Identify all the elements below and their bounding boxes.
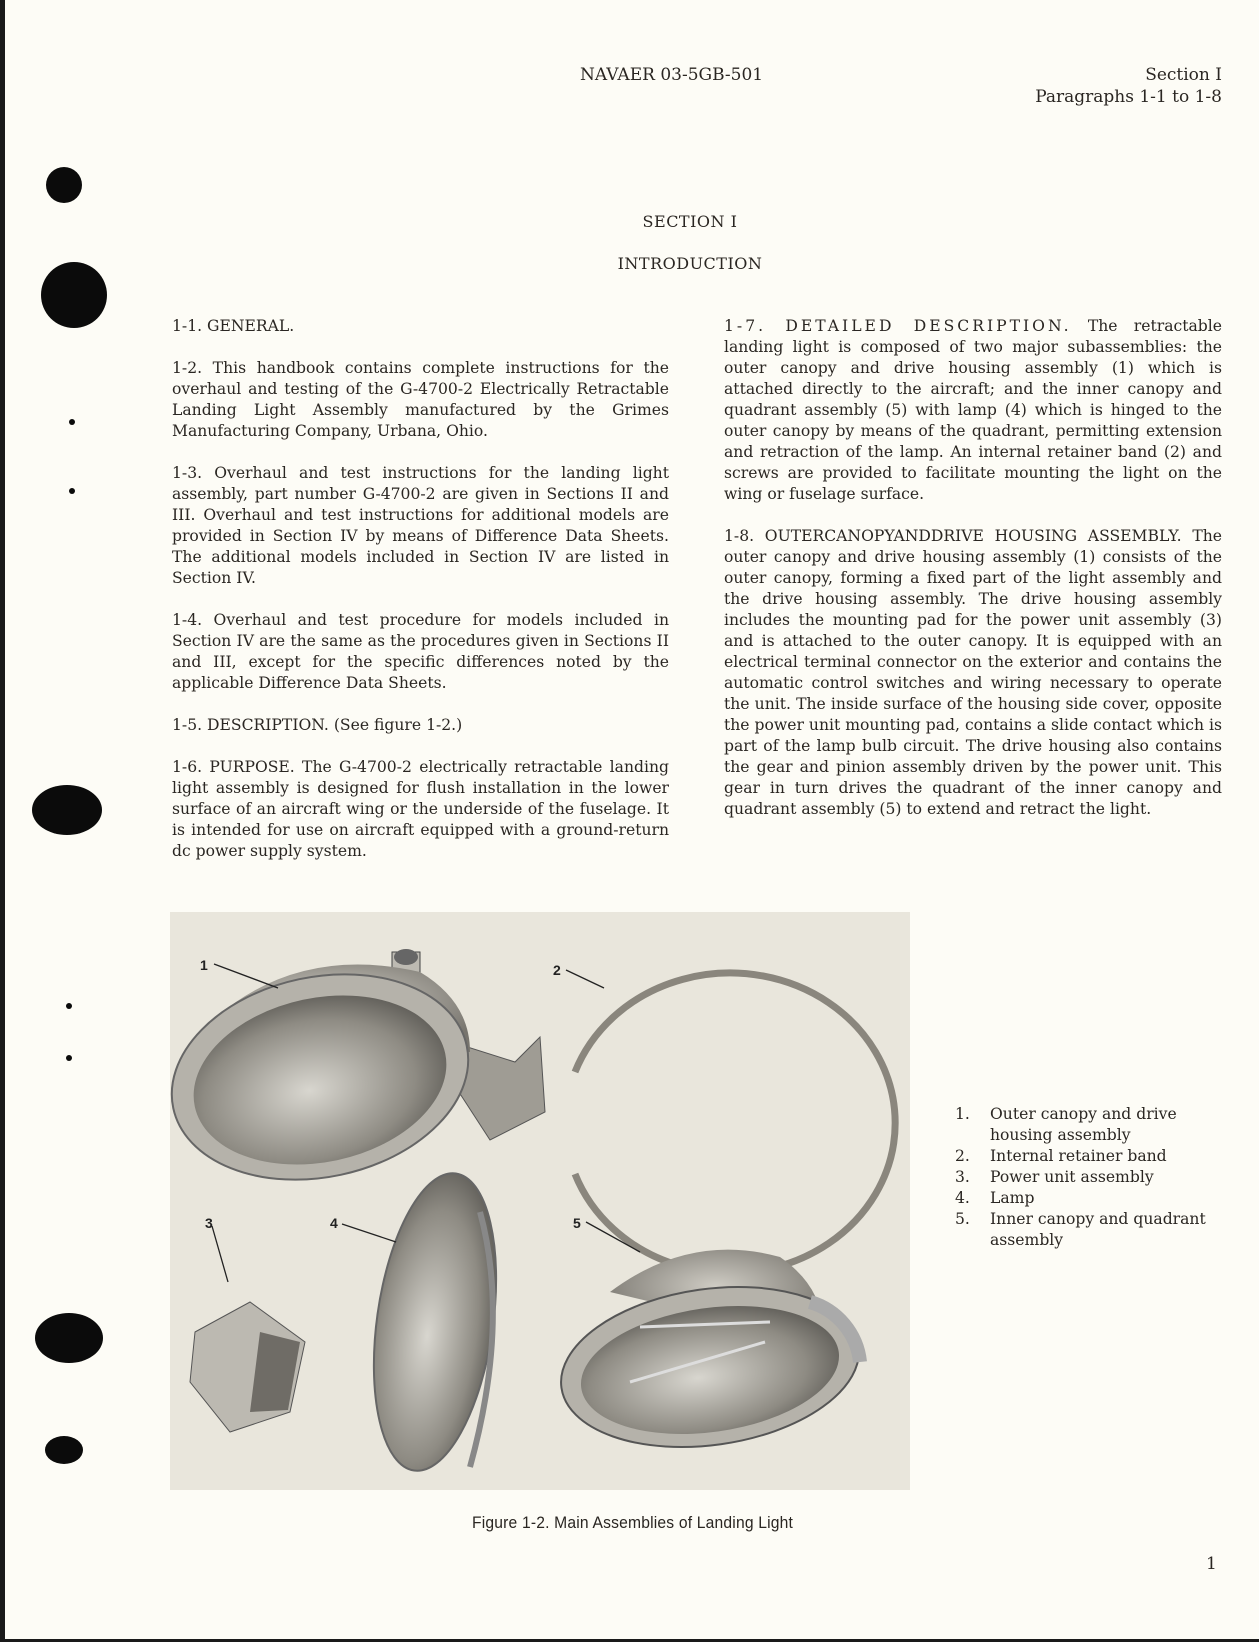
- legend-item: 5. Inner canopy and quadrant assembly: [955, 1210, 1206, 1249]
- paragraph-1-4: 1-4. Overhaul and test procedure for models included in Section IV are the same as the procedures given in Sections II and III, except for the specific differences noted by the applicable Difference Data Sheets.: [172, 611, 669, 692]
- paragraph-1-7-heading: 1-7. DETAILED DESCRIPTION.: [724, 317, 1072, 335]
- paragraph-range: Paragraphs 1-1 to 1-8: [1035, 87, 1222, 107]
- paragraph-1-7-body: The retractable landing light is composed of two major subassemblies: the outer canopy and drive housing assembly (1) which is attached directly to the aircraft; and the inner canopy and quadrant assembly (5) with lamp (4) which is hinged to the outer canopy by means of the quadrant, permitting extension and retraction of the lamp. An internal retainer band (2) and screws are provided to facilitate mounting the light on the wing or fuselage surface.: [724, 317, 1222, 503]
- doc-number: NAVAER 03-5GB-501: [580, 65, 764, 85]
- paragraph-1-8: [724, 526, 1222, 820]
- figure-photo: [170, 912, 910, 1490]
- paragraph-1-1: 1-1. GENERAL.: [172, 317, 295, 335]
- running-header-right: [1035, 64, 1222, 108]
- figure-legend: [955, 1104, 1220, 1251]
- scan-edge-left: [0, 0, 5, 1642]
- callout-1: 1: [200, 957, 208, 973]
- legend-item: 1. Outer canopy and drive housing assembly: [955, 1105, 1177, 1144]
- paragraph-1-8-body: The outer canopy and drive housing assembly (1) consists of the outer canopy, forming a fixed part of the light assembly and the drive housing assembly. The drive housing assembly includes the mounting pad for the power unit assembly (3) and is attached to the outer canopy. It is equipped with an electrical terminal connector on the exterior and contains the automatic control switches and wiring necessary to operate the unit. The inside surface of the housing side cover, opposite the power unit mounting pad, contains a slide contact which is part of the lamp bulb circuit. The drive housing also contains the gear and pinion assembly driven by the power unit. This gear in turn drives the quadrant of the inner canopy and quadrant assembly (5) to extend and retract the light.: [724, 527, 1222, 818]
- punch-hole: [32, 785, 102, 835]
- legend-item: 4. Lamp: [955, 1189, 1035, 1207]
- paragraph-1-2: 1-2. This handbook contains complete instructions for the overhaul and testing of the G-4700-2 Electrically Retractable Landing Light Assembly manufactured by the Grimes Manufacturing Company, Urbana, Ohio.: [172, 359, 669, 440]
- power-unit: [190, 1302, 305, 1432]
- punch-hole: [66, 1003, 72, 1009]
- outer-canopy-assembly: [170, 948, 545, 1206]
- section-label: Section I: [1145, 65, 1222, 85]
- legend-item: 2. Internal retainer band: [955, 1147, 1167, 1165]
- section-name: INTRODUCTION: [617, 254, 763, 273]
- right-column: [724, 316, 1222, 841]
- punch-hole: [66, 1055, 72, 1061]
- callout-4: 4: [330, 1215, 338, 1231]
- figure-caption: Figure 1-2. Main Assemblies of Landing Light: [472, 1513, 794, 1532]
- paragraph-1-8-heading: 1-8. OUTERCANOPYANDDRIVE HOUSING ASSEMBLY.: [724, 527, 1182, 545]
- page-number: 1: [1206, 1554, 1217, 1574]
- punch-hole: [45, 1436, 83, 1464]
- paragraph-1-7: [724, 316, 1222, 505]
- paragraph-1-3: 1-3. Overhaul and test instructions for the landing light assembly, part number G-4700-2 are given in Sections II and III. Overhaul and test instructions for additional models are provided in Section IV by means of Difference Data Sheets. The additional models included in Section IV are listed in Section IV.: [172, 464, 669, 587]
- punch-hole: [35, 1313, 103, 1363]
- paragraph-1-5: 1-5. DESCRIPTION. (See figure 1-2.): [172, 716, 463, 734]
- punch-hole: [46, 167, 82, 203]
- landing-light-assemblies-illustration: [170, 912, 910, 1490]
- punch-hole: [69, 419, 75, 425]
- punch-hole: [69, 488, 75, 494]
- lamp: [357, 1165, 514, 1478]
- callout-2: 2: [553, 962, 561, 978]
- paragraph-1-6: 1-6. PURPOSE. The G-4700-2 electrically retractable landing light assembly is designed for flush installation in the lower surface of an aircraft wing or the underside of the fuselage. It is intended for use on aircraft equipped with a ground-return dc power supply system.: [172, 758, 669, 860]
- left-column: [172, 316, 669, 883]
- callout-5: 5: [573, 1215, 581, 1231]
- callout-3: 3: [205, 1215, 213, 1231]
- section-title: SECTION I: [642, 212, 738, 231]
- retainer-band: [575, 973, 895, 1273]
- inner-canopy-assembly: [551, 1250, 870, 1465]
- legend-item: 3. Power unit assembly: [955, 1168, 1154, 1186]
